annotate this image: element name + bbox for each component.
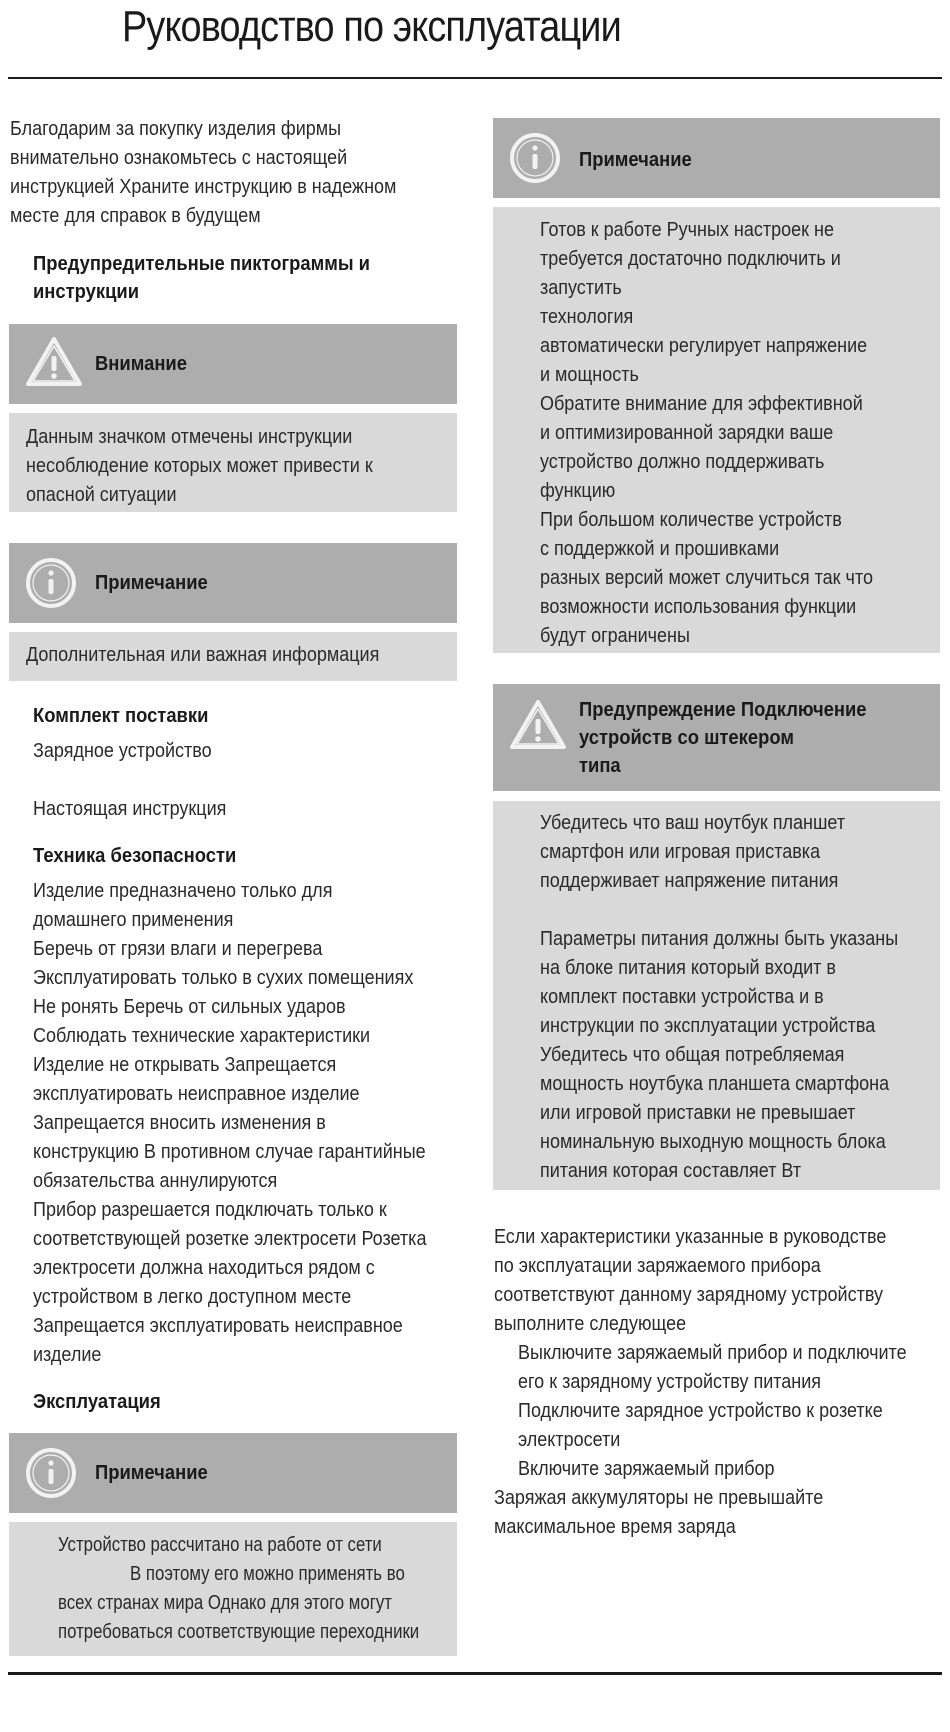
operation-note-header	[9, 1433, 457, 1513]
right-warning-line: питания которая составляет Вт	[540, 1160, 802, 1182]
right-warning-line: комплект поставки устройства и в	[540, 986, 824, 1008]
right-note-line: технология	[540, 306, 634, 328]
note-box-title: Примечание	[95, 572, 208, 594]
instructions-outro-line: Заряжая аккумуляторы не превышайте	[494, 1487, 824, 1509]
safety-line: Беречь от грязи влаги и перегрева	[33, 938, 323, 960]
right-warning-title: Предупреждение Подключение	[579, 699, 867, 721]
safety-line: Изделие предназначено только для	[33, 880, 333, 902]
right-note-header	[493, 118, 940, 198]
page-title: Руководство по эксплуатации	[122, 2, 621, 51]
instructions-intro-line: соответствуют данному зарядному устройству	[494, 1284, 884, 1306]
warning-box-header	[9, 324, 457, 404]
right-note-line: Обратите внимание для эффективной	[540, 393, 863, 415]
instructions-outro-line: максимальное время заряда	[494, 1516, 736, 1538]
operation-note-body	[9, 1522, 457, 1656]
pictograms-heading: инструкции	[33, 281, 140, 303]
safety-line: устройством в легко доступном месте	[33, 1286, 352, 1308]
right-warning-line: мощность ноутбука планшета смартфона	[540, 1073, 890, 1095]
right-warning-line: номинальную выходную мощность блока	[540, 1131, 886, 1153]
instructions-intro-line: выполните следующее	[494, 1313, 687, 1335]
safety-line: электросети должна находиться рядом с	[33, 1257, 375, 1279]
safety-line: Эксплуатировать только в сухих помещениях	[33, 967, 414, 989]
instructions-step-line: его к зарядному устройству питания	[518, 1371, 822, 1393]
right-note-line: функцию	[540, 480, 616, 502]
safety-line: Запрещается вносить изменения в	[33, 1112, 326, 1134]
operation-note-title: Примечание	[95, 1462, 208, 1484]
right-warning-line: Убедитесь что общая потребляемая	[540, 1044, 845, 1066]
right-note-line: устройство должно поддерживать	[540, 451, 825, 473]
right-warning-line: или игровой приставки не превышает	[540, 1102, 856, 1124]
safety-line: обязательства аннулируются	[33, 1170, 278, 1192]
instructions-step-line: Включите заряжаемый прибор	[518, 1458, 775, 1480]
info-circle-icon	[509, 132, 561, 184]
right-note-line: возможности использования функции	[540, 596, 857, 618]
warning-box-line: Данным значком отмечены инструкции	[26, 426, 353, 448]
instructions-intro-line: Если характеристики указанные в руководстве	[494, 1226, 887, 1248]
right-note-title: Примечание	[579, 149, 692, 171]
operation-note-line: В поэтому его можно применять во	[130, 1563, 405, 1585]
right-warning-line: на блоке питания который входит в	[540, 957, 836, 979]
note-box-line: Дополнительная или важная информация	[26, 644, 380, 666]
note-box-header	[9, 543, 457, 623]
right-warning-line: Параметры питания должны быть указаны	[540, 928, 899, 950]
safety-line: эксплуатировать неисправное изделие	[33, 1083, 360, 1105]
safety-line: Не ронять Беречь от сильных ударов	[33, 996, 346, 1018]
package-item: Настоящая инструкция	[33, 798, 227, 820]
intro-line: месте для справок в будущем	[10, 205, 261, 227]
instructions-step-line: Выключите заряжаемый прибор и подключите	[518, 1342, 907, 1364]
safety-line: Запрещается эксплуатировать неисправное	[33, 1315, 403, 1337]
warning-triangle-icon	[25, 336, 83, 388]
intro-line: инструкцией Храните инструкцию в надежном	[10, 176, 397, 198]
right-note-line: и мощность	[540, 364, 639, 386]
warning-box-body	[9, 413, 457, 512]
warning-box-title: Внимание	[95, 353, 187, 375]
right-note-line: Готов к работе Ручных настроек не	[540, 219, 834, 241]
right-note-line: с поддержкой и прошивками	[540, 538, 780, 560]
info-circle-icon	[25, 557, 77, 609]
operation-note-line: потребоваться соответствующие переходники	[58, 1621, 420, 1643]
right-note-line: автоматически регулирует напряжение	[540, 335, 868, 357]
operation-note-line: Устройство рассчитано на работе от сети	[58, 1534, 382, 1556]
safety-heading: Техника безопасности	[33, 845, 237, 867]
right-warning-title: типа	[579, 755, 621, 777]
package-item: Зарядное устройство	[33, 740, 212, 762]
pictograms-heading: Предупредительные пиктограммы и	[33, 253, 370, 275]
right-note-body	[493, 207, 940, 653]
info-circle-icon	[25, 1447, 77, 1499]
right-warning-line: поддерживает напряжение питания	[540, 870, 839, 892]
right-warning-title: устройств со штекером	[579, 727, 794, 749]
right-note-line: требуется достаточно подключить и	[540, 248, 841, 270]
safety-line: Прибор разрешается подключать только к	[33, 1199, 387, 1221]
safety-line: изделие	[33, 1344, 102, 1366]
bottom-divider	[8, 1672, 942, 1675]
safety-line: конструкцию В противном случае гарантийные	[33, 1141, 426, 1163]
right-note-line: запустить	[540, 277, 622, 299]
right-warning-header	[493, 684, 940, 791]
intro-line: Благодарим за покупку изделия фирмы	[10, 118, 342, 140]
operation-note-line: всех странах мира Однако для этого могут	[58, 1592, 392, 1614]
safety-line: соответствующей розетке электросети Розетка	[33, 1228, 427, 1250]
right-warning-line: смартфон или игровая приставка	[540, 841, 821, 863]
safety-line: Соблюдать технические характеристики	[33, 1025, 371, 1047]
intro-line: внимательно ознакомьтесь с настоящей	[10, 147, 348, 169]
operation-heading: Эксплуатация	[33, 1391, 161, 1413]
warning-box-line: несоблюдение которых может привести к	[26, 455, 373, 477]
package-heading: Комплект поставки	[33, 705, 209, 727]
right-warning-body	[493, 801, 940, 1190]
instructions-step-line: электросети	[518, 1429, 621, 1451]
note-box-body	[9, 632, 457, 681]
warning-triangle-icon	[509, 699, 567, 751]
top-divider	[8, 77, 942, 79]
right-note-line: При большом количестве устройств	[540, 509, 842, 531]
warning-box-line: опасной ситуации	[26, 484, 177, 506]
right-note-line: будут ограничены	[540, 625, 690, 647]
right-warning-line: Убедитесь что ваш ноутбук планшет	[540, 812, 846, 834]
right-warning-line: инструкции по эксплуатации устройства	[540, 1015, 876, 1037]
right-note-line: и оптимизированной зарядки ваше	[540, 422, 834, 444]
instructions-step-line: Подключите зарядное устройство к розетке	[518, 1400, 883, 1422]
instructions-intro-line: по эксплуатации заряжаемого прибора	[494, 1255, 821, 1277]
safety-line: Изделие не открывать Запрещается	[33, 1054, 337, 1076]
right-note-line: разных версий может случиться так что	[540, 567, 873, 589]
safety-line: домашнего применения	[33, 909, 234, 931]
